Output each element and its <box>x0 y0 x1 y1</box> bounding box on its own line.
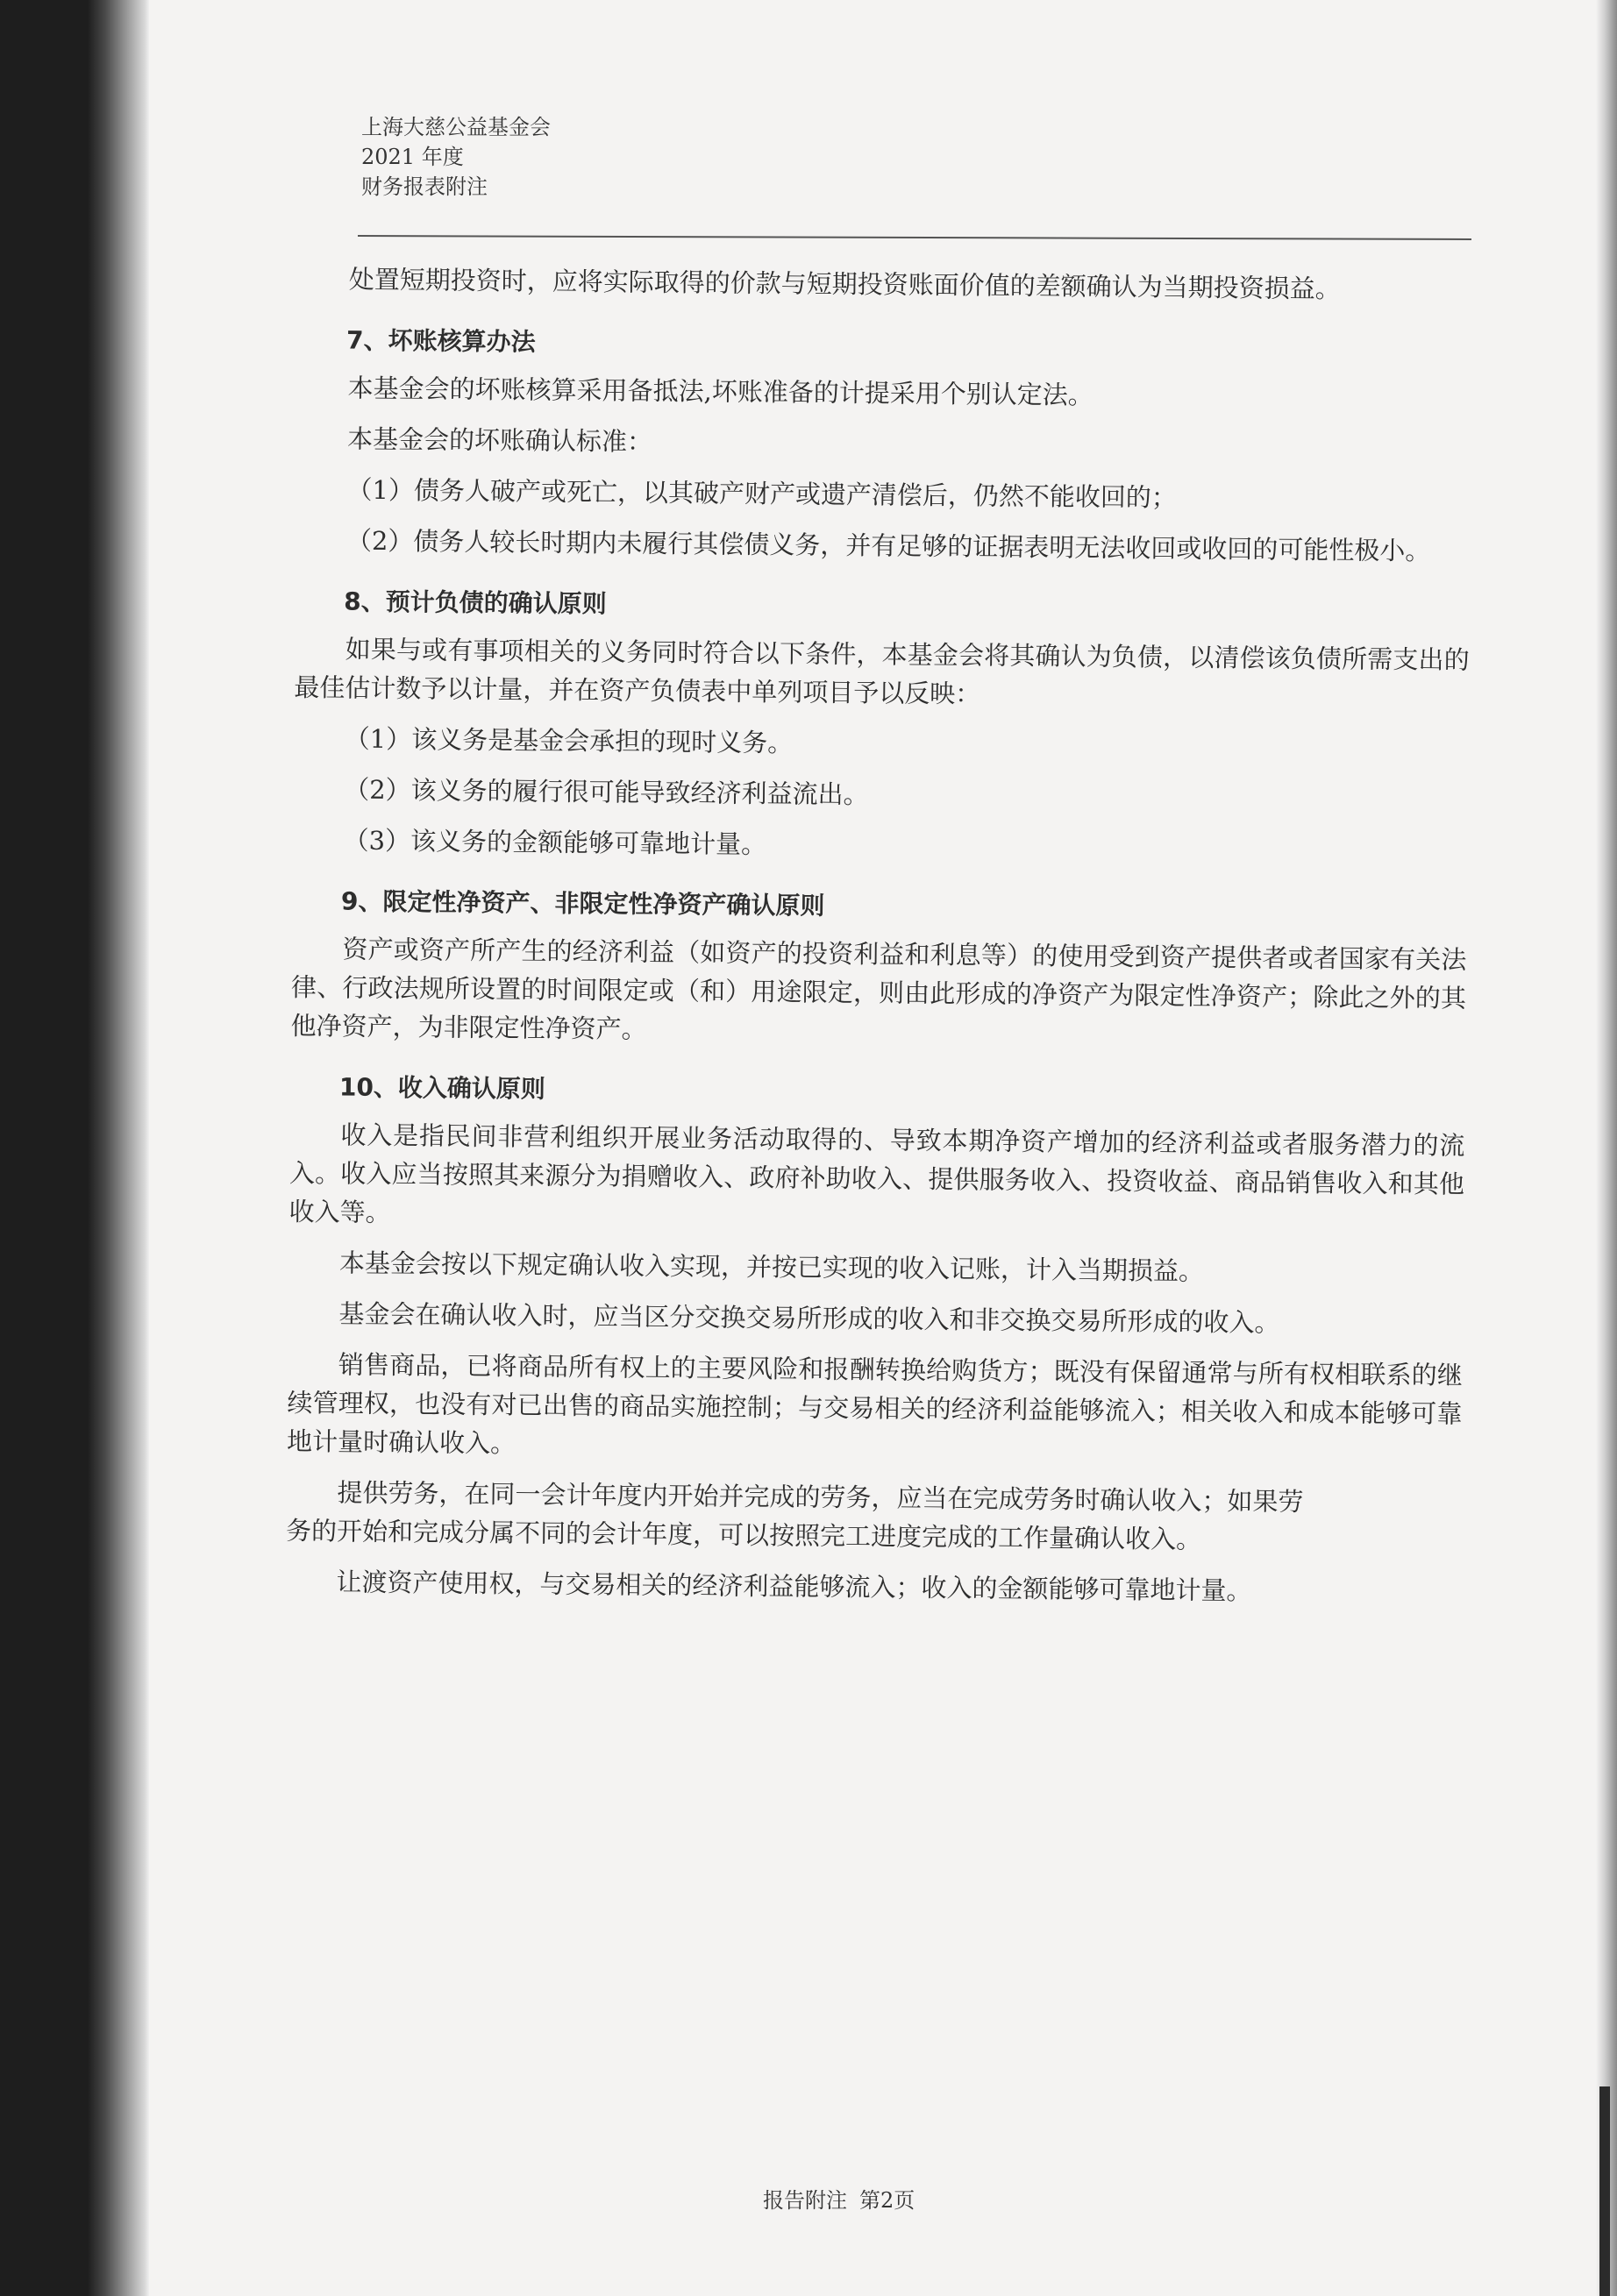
header-year: 2021 年度 <box>361 145 464 169</box>
section-7-list-item: （1）债务人破产或死亡，以其破产财产或遗产清偿后，仍然不能收回的； <box>346 474 1178 513</box>
scan-binding-edge <box>0 0 149 2296</box>
section-10-paragraph: 提供劳务，在同一会计年度内开始并完成的劳务，应当在完成劳务时确认收入；如果劳 <box>337 1477 1304 1518</box>
intro-paragraph: 处置短期投资时，应将实际取得的价款与短期投资账面价值的差额确认为当期投资损益。 <box>348 264 1341 304</box>
section-7-heading: 7、坏账核算办法 <box>345 325 536 357</box>
section-10-heading: 10、收入确认原则 <box>338 1072 546 1104</box>
section-7-list-item: （2）债务人较长时期内未履行其偿债义务，并有足够的证据表明无法收回或收回的可能性极小。 <box>345 525 1431 566</box>
scan-right-edge <box>1596 0 1617 2296</box>
section-8-list-item: （2）该义务的履行很可能导致经济利益流出。 <box>344 774 869 810</box>
section-7-paragraph: 本基金会的坏账确认标准： <box>346 423 653 457</box>
section-9-paragraph: 资产或资产所产生的经济利益（如资产的投资利益和利息等）的使用受到资产提供者或者国家有关法律、行政法规所设置的时间限定或（和）用途限定，则由此形成的净资产为限定性净资产；除此之外的其他净资产，为非限定性净资产。 <box>290 934 1467 1044</box>
header-doc-title: 财务报表附注 <box>361 174 488 199</box>
section-10-paragraph-continued: 务的开始和完成分属不同的会计年度，可以按照完工进度完成的工作量确认收入。 <box>285 1515 1202 1554</box>
footer-page-number: 第2页 <box>859 2188 915 2213</box>
section-10-paragraph: 本基金会按以下规定确认收入实现，并按已实现的收入记账，计入当期损益。 <box>338 1248 1205 1286</box>
section-8-list-item: （1）该义务是基金会承担的现时义务。 <box>344 723 794 758</box>
section-7-paragraph: 本基金会的坏账核算采用备抵法,坏账准备的计提采用个别认定法。 <box>347 373 1093 410</box>
section-10-paragraph: 销售商品，已将商品所有权上的主要风险和报酬转换给购货方；既没有保留通常与所有权相联系的继续管理权，也没有对已出售的商品实施控制；与交易相关的经济利益能够流入；相关收入和成本能够可靠地计量时确认收入。 <box>286 1349 1464 1459</box>
section-10-paragraph: 让渡资产使用权，与交易相关的经济利益能够流入；收入的金额能够可靠地计量。 <box>336 1567 1252 1606</box>
header-org: 上海大慈公益基金会 <box>361 115 551 139</box>
footer-label: 报告附注 <box>763 2188 847 2213</box>
section-8-list-item: （3）该义务的金额能够可靠地计量。 <box>343 825 767 860</box>
page-footer <box>763 2183 927 2214</box>
section-10-paragraph: 基金会在确认收入时，应当区分交换交易所形成的收入和非交换交易所形成的收入。 <box>338 1298 1280 1338</box>
document-body <box>285 259 1473 1628</box>
section-8-heading: 8、预计负债的确认原则 <box>344 586 607 619</box>
section-9-heading: 9、限定性净资产、非限定性净资产确认原则 <box>340 886 825 921</box>
section-8-paragraph: 如果与或有事项相关的义务同时符合以下条件，本基金会将其确认为负债，以清偿该负债所需支出的最佳估计数予以计量，并在资产负债表中单列项目予以反映： <box>294 634 1470 709</box>
scan-right-shadow <box>1599 2086 1610 2296</box>
page-header <box>361 112 551 202</box>
section-10-paragraph: 收入是指民间非营利组织开展业务活动取得的、导致本期净资产增加的经济利益或者服务潜力的流入。收入应当按照其来源分为捐赠收入、政府补助收入、提供服务收入、投资收益、商品销售收入和其他收入等。 <box>288 1120 1465 1228</box>
